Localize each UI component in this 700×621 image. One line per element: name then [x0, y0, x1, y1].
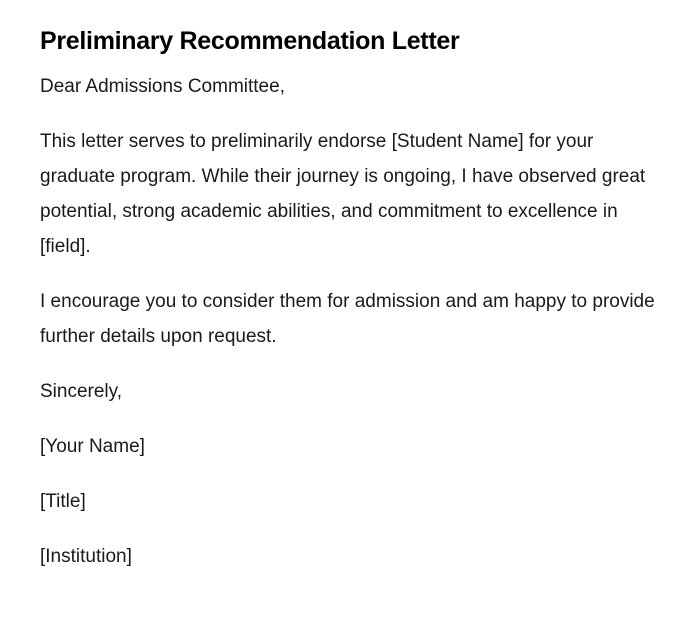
body-paragraph-2: I encourage you to consider them for admission and am happy to provide further details upon request. — [40, 291, 655, 347]
body-paragraph-1: This letter serves to preliminarily endorse [Student Name] for your graduate program. While their journey is ongoing, I have observed great potential, strong academic abilities, and commitment to excellence in [field]. — [40, 131, 646, 257]
signature-institution: [Institution] — [40, 546, 132, 567]
signature-title: [Title] — [40, 491, 86, 512]
closing: Sincerely, — [40, 381, 123, 402]
salutation: Dear Admissions Committee, — [40, 76, 285, 97]
signature-name: [Your Name] — [40, 436, 145, 457]
letter-title: Preliminary Recommendation Letter — [40, 27, 460, 55]
